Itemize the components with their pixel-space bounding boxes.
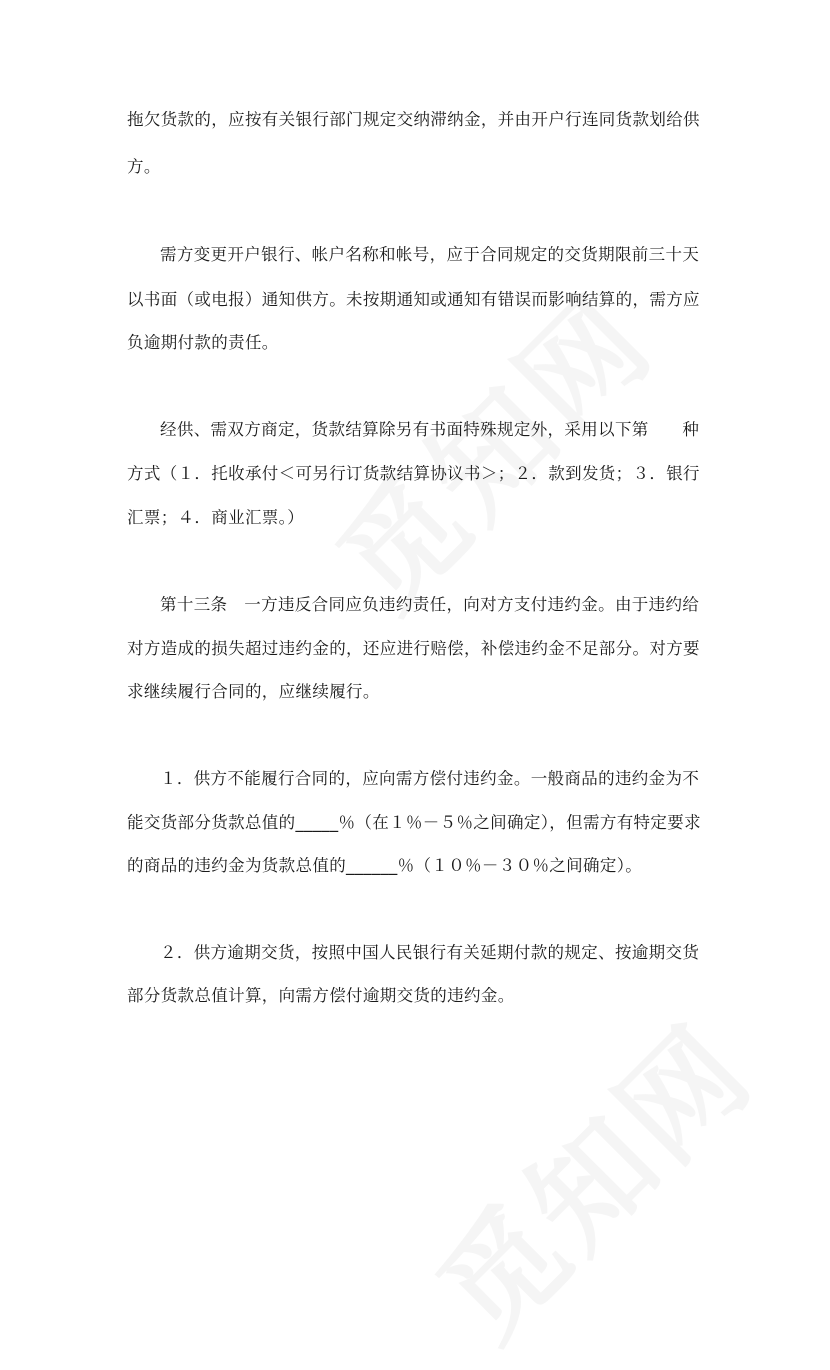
paragraph-4-line-3: 求继续履行合同的，应继续履行。 — [127, 682, 380, 701]
paragraph-1-line-1: 拖欠货款的，应按有关银行部门规定交纳滞纳金，并由开户行连同货款划给供 — [127, 110, 700, 129]
paragraph-4-line-2: 对方造成的损失超过违约金的，还应进行赔偿，补偿违约金不足部分。对方要 — [127, 639, 700, 658]
paragraph-5-line-2: 能交货部分货款总值的_____％（在１％－５％之间确定），但需方有特定要求 — [127, 813, 701, 832]
paragraph-6-line-2: 部分货款总值计算，向需方偿付逾期交货的违约金。 — [127, 986, 515, 1005]
paragraph-5-line-1: １．供方不能履行合同的，应向需方偿付违约金。一般商品的违约金为不 — [160, 769, 700, 788]
paragraph-1-line-2: 方。 — [127, 157, 161, 176]
watermark — [395, 982, 784, 1370]
paragraph-2-line-3: 负逾期付款的责任。 — [127, 333, 279, 352]
paragraph-3-line-3: 汇票；４．商业汇票。） — [127, 508, 305, 527]
paragraph-3-line-1: 经供、需双方商定，货款结算除另有书面特殊规定外，采用以下第 种 — [160, 420, 700, 439]
paragraph-2-line-1: 需方变更开户银行、帐户名称和帐号，应于合同规定的交货期限前三十天 — [160, 245, 700, 264]
paragraph-3-line-2: 方式（１．托收承付＜可另行订货款结算协议书＞；２．款到发货；３．银行 — [127, 464, 700, 483]
paragraph-4-line-1: 第十三条 一方违反合同应负违约责任，向对方支付违约金。由于违约给 — [160, 595, 700, 614]
paragraph-5-line-3: 的商品的违约金为货款总值的______％（１０％－３０％之间确定）。 — [127, 856, 643, 875]
paragraph-6-line-1: ２．供方逾期交货，按照中国人民银行有关延期付款的规定、按逾期交货 — [160, 943, 700, 962]
paragraph-2-line-2: 以书面（或电报）通知供方。未按期通知或通知有错误而影响结算的，需方应 — [127, 290, 700, 309]
